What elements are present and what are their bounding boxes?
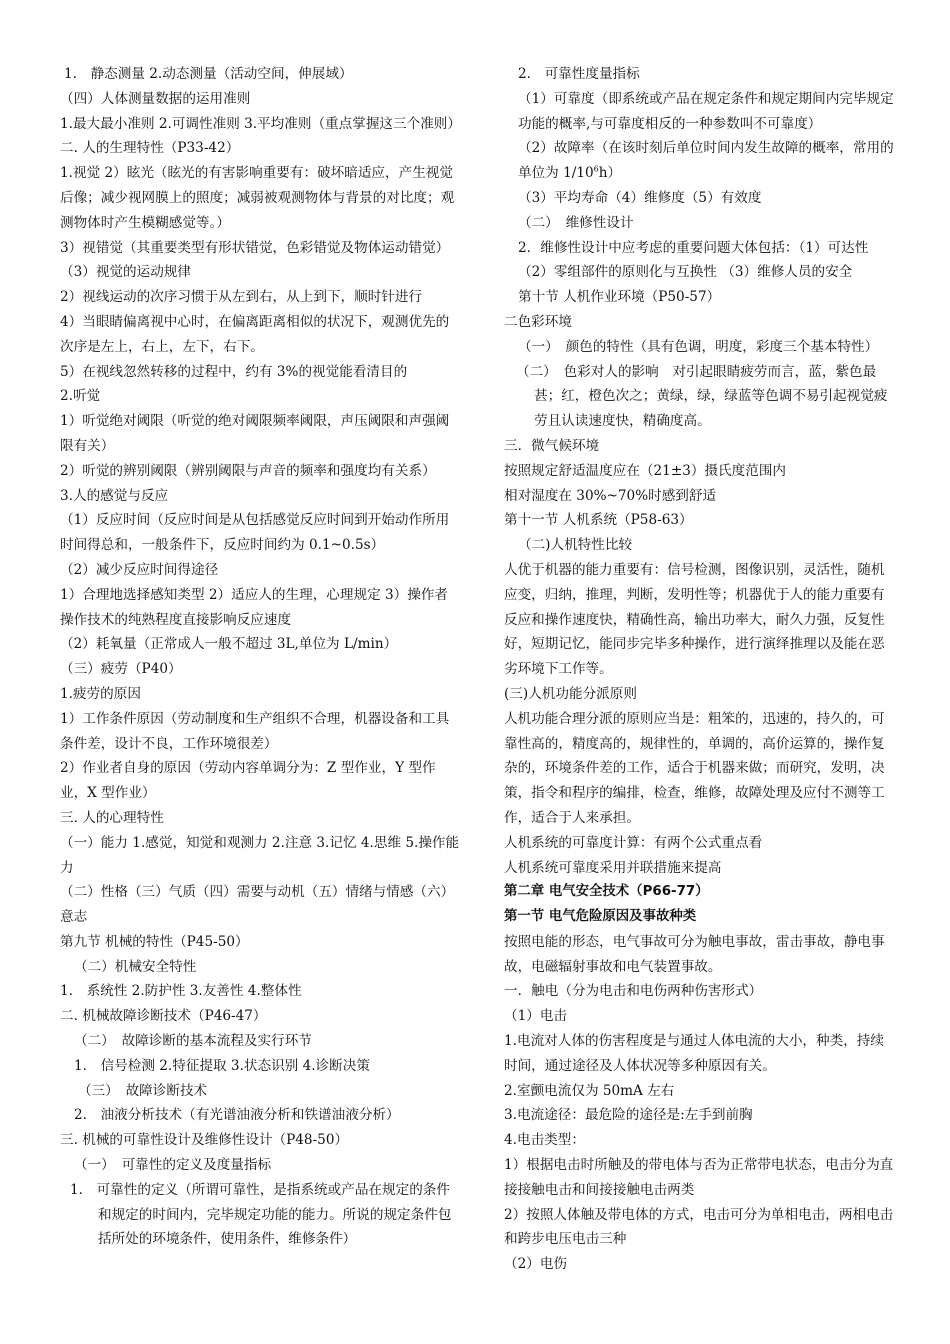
text-part: h） [598, 165, 622, 182]
text-line: 4.电击类型： [504, 1132, 585, 1149]
right-column [504, 62, 896, 1277]
text-line: (三)人机功能分派原则 [504, 685, 637, 702]
text-line: （三）疲劳（P40） [60, 661, 182, 678]
text-line: 人优于机器的能力重要有：信号检测，图像识别，灵活性，随机应变，归纳，推理，判断，发明性等；机器优于人的能力重要有反应和操作速度快，精确性高，输出功率大，耐久力强，反复性好，短期记忆，能同步完毕多种操作，进行演绎推理以及能在恶劣环境下工作等。 [504, 561, 885, 678]
text-line: 2.室颤电流仅为 50mA 左右 [504, 1082, 675, 1099]
text-line: （1）反应时间（反应时间是从包括感觉反应时间到开始动作所用时间得总和，一般条件下，反应时间约为 0.1~0.5s） [60, 512, 450, 554]
text-line: 2）作业者自身的原因（劳动内容单调分为：Z 型作业，Y 型作业，X 型作业） [60, 760, 436, 802]
section-title: 第一节 电气危险原因及事故种类 [504, 909, 697, 925]
left-column [60, 62, 460, 1252]
text-line: 按照规定舒适温度应在（21±3）摄氏度范围内 [504, 462, 787, 479]
text-line: 1）工作条件原因（劳动制度和生产组织不合理，机器设备和工具条件差，设计不良，工作环境很差） [60, 710, 450, 752]
text-line: 1）合理地选择感知类型 2）适应人的生理，心理规定 3）操作者操作技术的纯熟程度直接影响反应速度 [60, 586, 449, 628]
text-line: （1）可靠度（即系统或产品在规定条件和规定期间内完毕规定功能的概率,与可靠度相反的一种参数叫不可靠度） [518, 90, 894, 132]
text-line: 2.听觉 [60, 388, 101, 405]
text-line: 人机功能合理分派的原则应当是：粗笨的，迅速的，持久的，可靠性高的，精度高的，规律性的，单调的，高价运算的，操作复杂的，环境条件差的工作，适合于机器来做；而研究，发明，决策，指令和程序的编排，检查，维修，故障处理及应付不测等工作，适合于人来承担。 [504, 710, 885, 826]
superscript: 6 [593, 164, 599, 174]
section-heading: 二. 人的生理特性（P33-42） [60, 140, 240, 157]
text-line: 1）根据电击时所触及的带电体与否为正常带电状态，电击分为直接接触电击和间接接触电击两类 [504, 1157, 894, 1198]
text-part: （2）故障率（在该时刻后单位时间内发生故障的概率，常用的单位为 1/10 [518, 140, 894, 182]
text-line: 1.电流对人体的伤害程度是与通过人体电流的大小，种类，持续时间，通过途径及人体状况等多种原因有关。 [504, 1033, 884, 1074]
chapter-title: 第二章 电气安全技术（P66-77） [504, 884, 709, 900]
text-line: （四）人体测量数据的运用准则 [60, 90, 251, 107]
text-line: 1. 可靠性的定义（所谓可靠性，是指系统或产品在规定的条件和规定的时间内，完毕规定功能的能力。所说的规定条件包括所处的环境条件，使用条件，维修条件） [70, 1181, 452, 1248]
text-line: 人机系统的可靠度计算：有两个公式重点看 [504, 834, 763, 851]
text-line: （二） 故障诊断的基本流程及实行环节 [74, 1033, 312, 1050]
section-heading: 二. 机械故障诊断技术（P46-47） [60, 1008, 267, 1025]
text-line: （一）能力 1.感觉，知觉和观测力 2.注意 3.记忆 4.思维 5.操作能力 [60, 834, 460, 876]
text-line: （二）机械安全特性 [74, 958, 197, 975]
section-heading: 第十一节 人机系统（P58-63） [504, 512, 693, 529]
text-line: （一） 颜色的特性（具有色调，明度，彩度三个基本特性） [518, 338, 879, 355]
text-line: 4）当眼睛偏离视中心时，在偏离距离相似的状况下，观测优先的次序是左上，右上，左下，右下。 [60, 313, 450, 355]
text-line: 2）听觉的辨别阈限（辨别阈限与声音的频率和强度均有关系） [60, 462, 436, 479]
text-line: 2．维修性设计中应考虑的重要问题大体包括：（1）可达性（2）零组部件的原则化与互换性 （3）维修人员的安全 [518, 239, 869, 281]
text-line: 5）在视线忽然转移的过程中，约有 3%的视觉能看清目的 [60, 363, 408, 380]
text-line: 2. 油液分析技术（有光谱油液分析和铁谱油液分析） [74, 1107, 400, 1124]
text-line: 1.疲劳的原因 [60, 685, 141, 702]
section-heading: 三．微气候环境 [504, 437, 600, 454]
text-line: （1）电击 [504, 1008, 568, 1025]
text-line: 1. 信号检测 2.特征提取 3.状态识别 4.诊断决策 [74, 1057, 370, 1074]
section-heading: 一．触电（分为电击和电伤两种伤害形式） [504, 983, 763, 1000]
text-line: 1. 系统性 2.防护性 3.友善性 4.整体性 [60, 983, 302, 1000]
section-heading: 三. 机械的可靠性设计及维修性设计（P48-50） [60, 1132, 349, 1149]
text-line: 2）按照人体触及带电体的方式，电击可分为单相电击，两相电击和跨步电压电击三种 [504, 1206, 894, 1248]
text-line: （3）平均寿命（4）维修度（5）有效度 [518, 189, 762, 206]
text-line: （2）电伤 [504, 1256, 568, 1273]
text-line: （三） 故障诊断技术 [78, 1082, 208, 1099]
text-line: （二） 色彩对人的影响 对引起眼睛疲劳而言，蓝，紫色最甚；红，橙色次之；黄绿，绿，绿蓝等色调不易引起视觉疲劳且认读速度快，精确度高。 [516, 363, 888, 430]
text-line: 相对湿度在 30%~70%时感到舒适 [504, 487, 717, 504]
text-line: 3.电流途径：最危险的途径是:左手到前胸 [504, 1107, 753, 1124]
text-line: （二）性格（三）气质（四）需要与动机（五）情绪与情感（六）意志 [60, 884, 455, 926]
text-line: （二)人机特性比较 [518, 537, 633, 554]
section-heading: 三. 人的心理特性 [60, 809, 164, 826]
section-heading: 二色彩环境 [504, 313, 572, 330]
section-heading: 第九节 机械的特性（P45-50） [60, 933, 249, 950]
text-line: （2）耗氧量（正常成人一般不超过 3L,单位为 L/min） [60, 636, 398, 653]
section-heading: 第十节 人机作业环境（P50-57） [518, 289, 721, 306]
text-line: 3）视错觉（其重要类型有形状错觉，色彩错觉及物体运动错觉） [60, 239, 450, 256]
text-line: 1. 静态测量 2.动态测量（活动空间，伸展域） [64, 66, 353, 82]
text-line: （二） 维修性设计 [518, 214, 634, 231]
text-line: 2）视线运动的次序习惯于从左到右，从上到下，顺时针进行 [60, 289, 423, 306]
text-line: 1.最大最小准则 2.可调性准则 3.平均准则（重点掌握这三个准则） [60, 115, 461, 132]
text-line: 3.人的感觉与反应 [60, 487, 169, 504]
text-line: 1）听觉绝对阈限（听觉的绝对阈限频率阈限，声压阈限和声强阈限有关） [60, 413, 450, 454]
text-line: 人机系统可靠度采用并联措施来提高 [504, 859, 722, 876]
text-line [504, 136, 896, 186]
text-line: 1.视觉 2）眩光（眩光的有害影响重要有：破坏暗适应，产生视觉后像；减少视网膜上的照度；减弱被观测物体与背景的对比度；观测物体时产生模糊感觉等。） [60, 165, 455, 231]
text-line: （一） 可靠性的定义及度量指标 [74, 1157, 272, 1174]
text-line: 按照电能的形态，电气事故可分为触电事故，雷击事故，静电事故，电磁辐射事故和电气装置事故。 [504, 933, 885, 975]
text-line: 2. 可靠性度量指标 [518, 66, 640, 82]
text-line: （3）视觉的运动规律 [60, 264, 191, 281]
text-line: （2）减少反应时间得途径 [60, 561, 219, 578]
